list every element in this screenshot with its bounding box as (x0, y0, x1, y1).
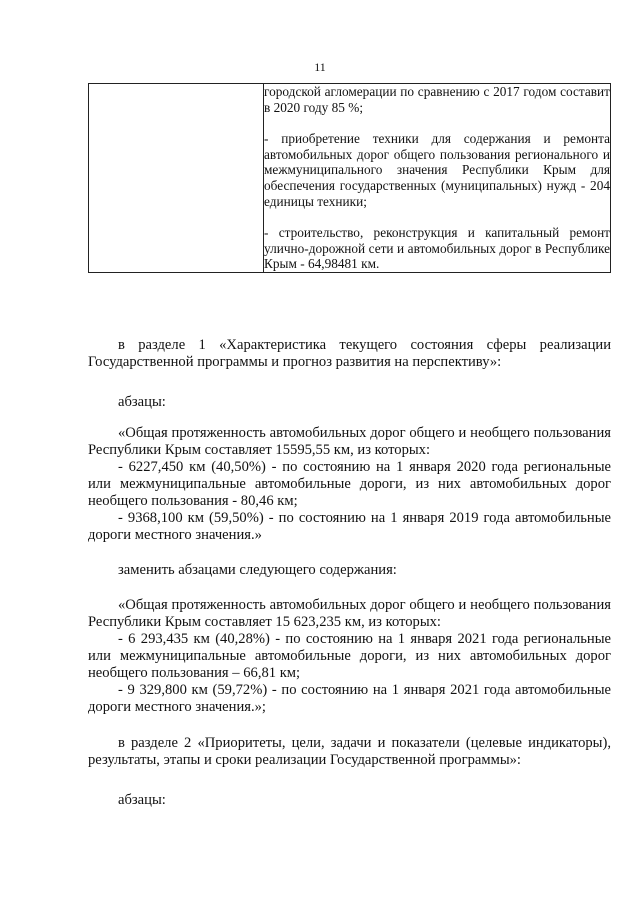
section2-intro: в разделе 2 «Приоритеты, цели, задачи и показатели (целевые индикаторы), результаты, этапы и сроки реализации Государственной программы»: (88, 735, 611, 768)
table-paragraph: городской агломерации по сравнению с 2017 годом составит в 2020 году 85 %; (264, 84, 610, 115)
paragraphs-label: абзацы: (118, 394, 166, 410)
new-paragraph: «Общая протяженность автомобильных дорог общего и необщего пользования Республики Крым составляет 15 623,235 км, из которых: (88, 597, 611, 630)
table-paragraph: - строительство, реконструкция и капитальный ремонт улично-дорожной сети и автомобильных дорог в Республике Крым - 64,98481 км. (264, 225, 610, 272)
paragraphs-label: абзацы: (118, 792, 166, 808)
table-paragraph: - приобретение техники для содержания и ремонта автомобильных дорог общего пользования регионального и межмуниципального значения Республики Крым для обеспечения государственных (муниципальных) нужд - 204 единицы техники; (264, 131, 610, 209)
old-paragraph: - 9368,100 км (59,50%) - по состоянию на 1 января 2019 года автомобильные дороги местного значения.» (88, 510, 611, 543)
program-table (88, 83, 611, 273)
old-paragraph: - 6227,450 км (40,50%) - по состоянию на 1 января 2020 года региональные или межмуниципальные автомобильные дороги, из них автомобильных дорог необщего пользования - 80,46 км; (88, 459, 611, 509)
new-paragraph: - 9 329,800 км (59,72%) - по состоянию на 1 января 2021 года автомобильные дороги местного значения.»; (88, 682, 611, 715)
replace-label: заменить абзацами следующего содержания: (118, 562, 397, 578)
new-paragraphs-block (88, 597, 611, 716)
old-paragraph: «Общая протяженность автомобильных дорог общего и необщего пользования Республики Крым составляет 15595,55 км, из которых: (88, 425, 611, 458)
table-left-cell (89, 84, 264, 273)
page-number: 11 (314, 60, 326, 74)
section1-intro: в разделе 1 «Характеристика текущего состояния сферы реализации Государственной программы и прогноз развития на перспективу»: (88, 337, 611, 370)
table-row (89, 84, 611, 273)
old-paragraphs-block (88, 425, 611, 544)
table-right-cell (264, 84, 611, 273)
new-paragraph: - 6 293,435 км (40,28%) - по состоянию на 1 января 2021 года региональные или межмуниципальные автомобильные дороги, из них автомобильных дорог необщего пользования – 66,81 км; (88, 631, 611, 681)
